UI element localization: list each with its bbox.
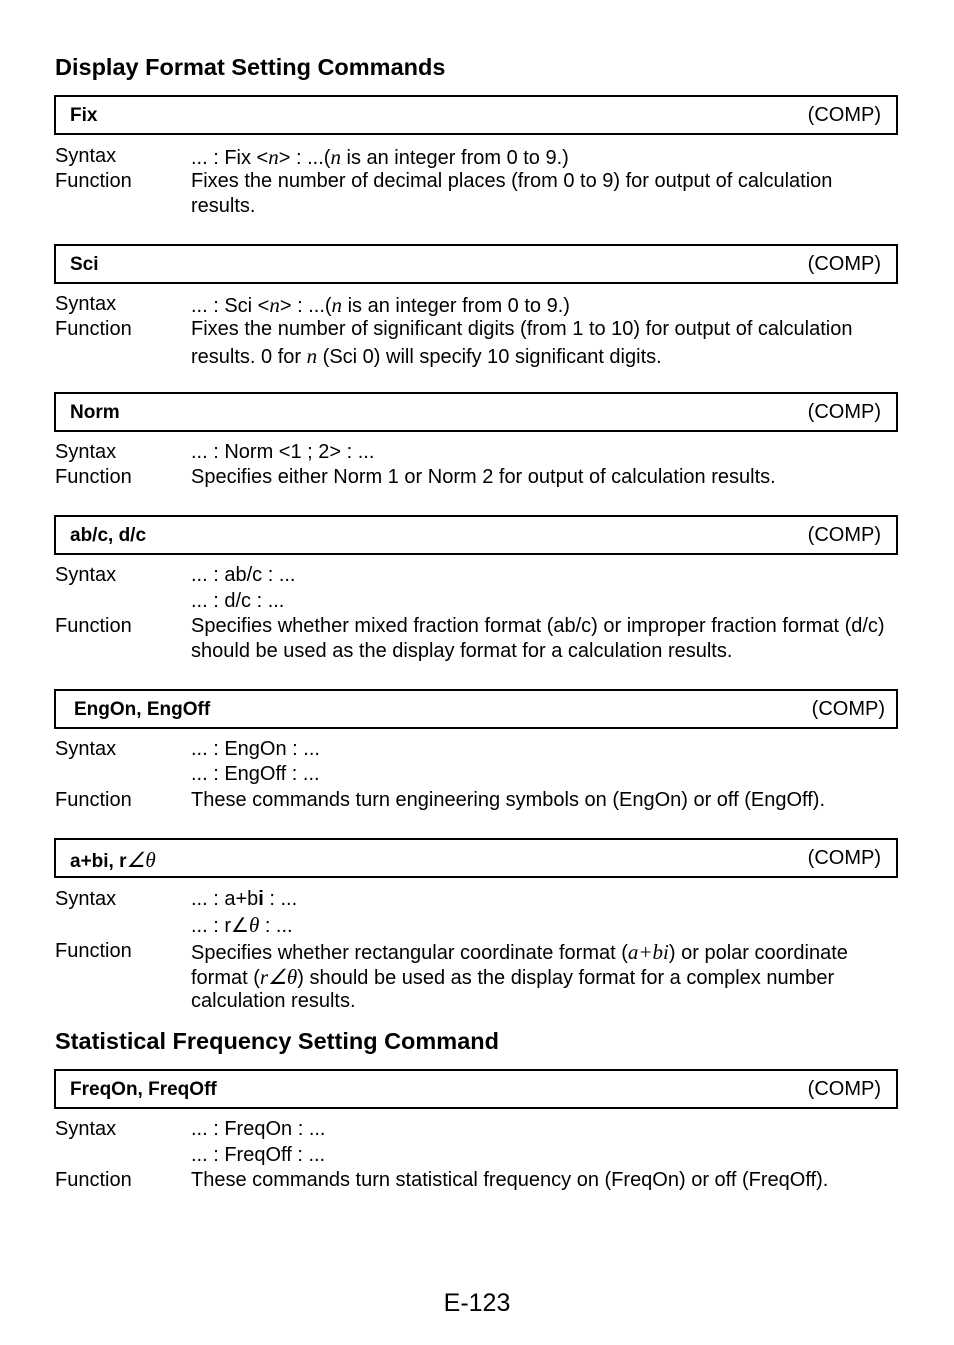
function-label: Function: [55, 940, 132, 962]
syntax-text: ... : EngOn : ...: [191, 738, 320, 760]
syntax-text: ... : EngOff : ...: [191, 763, 320, 785]
function-text: results.: [191, 195, 256, 217]
function-label: Function: [55, 318, 132, 340]
function-text: format (r∠θ) should be used as the display format for a complex number: [191, 965, 835, 989]
mode-label: (COMP): [807, 401, 881, 423]
mode-label: (COMP): [811, 698, 885, 720]
section-heading-display: Display Format Setting Commands: [55, 54, 446, 80]
function-label: Function: [55, 789, 132, 811]
command-box-eng: [54, 689, 898, 729]
mode-label: (COMP): [807, 524, 881, 546]
command-name: Norm: [70, 402, 120, 423]
section-heading-statistical: Statistical Frequency Setting Command: [55, 1028, 499, 1054]
command-name: ab/c, d/c: [70, 525, 147, 546]
syntax-text: ... : Fix <n> : ...(n is an integer from 0 to 9.): [191, 145, 569, 169]
mode-label: (COMP): [807, 1078, 881, 1100]
page-number: E-123: [443, 1289, 511, 1317]
command-box-sci: [54, 244, 898, 284]
function-text: results. 0 for n (Sci 0) will specify 10 significant digits.: [191, 344, 662, 368]
syntax-text: ... : a+bi : ...: [191, 888, 298, 910]
command-name: Sci: [70, 254, 99, 275]
command-name: FreqOn, FreqOff: [70, 1079, 217, 1100]
syntax-text: ... : Sci <n> : ...(n is an integer from 0 to 9.): [191, 293, 570, 317]
function-text: Specifies whether mixed fraction format (ab/c) or improper fraction format (d/c): [191, 615, 885, 637]
syntax-text: ... : Norm <1 ; 2> : ...: [191, 441, 375, 463]
function-text: Fixes the number of significant digits (from 1 to 10) for output of calculation: [191, 318, 853, 340]
function-label: Function: [55, 466, 132, 488]
function-text: These commands turn engineering symbols on (EngOn) or off (EngOff).: [191, 789, 826, 811]
mode-label: (COMP): [807, 253, 881, 275]
function-text: should be used as the display format for a calculation results.: [191, 640, 733, 662]
syntax-label: Syntax: [55, 564, 117, 586]
command-name: Fix: [70, 105, 98, 126]
command-name: a+bi, r∠θ: [70, 848, 156, 872]
function-label: Function: [55, 615, 132, 637]
syntax-label: Syntax: [55, 145, 117, 167]
command-box-fix: [54, 95, 898, 135]
command-box-fraction: [54, 515, 898, 555]
function-label: Function: [55, 170, 132, 192]
syntax-label: Syntax: [55, 888, 117, 910]
function-label: Function: [55, 1169, 132, 1191]
command-box-complex: [54, 838, 898, 878]
function-text: Specifies whether rectangular coordinate format (a+bi) or polar coordinate: [191, 940, 848, 964]
command-box-freq: [54, 1069, 898, 1109]
syntax-label: Syntax: [55, 738, 117, 760]
syntax-label: Syntax: [55, 1118, 117, 1140]
syntax-text: ... : r∠θ : ...: [191, 913, 293, 937]
syntax-text: ... : FreqOff : ...: [191, 1144, 326, 1166]
mode-label: (COMP): [807, 847, 881, 869]
function-text: Specifies either Norm 1 or Norm 2 for output of calculation results.: [191, 466, 776, 488]
syntax-text: ... : ab/c : ...: [191, 564, 296, 586]
function-text: Fixes the number of decimal places (from 0 to 9) for output of calculation: [191, 170, 833, 192]
syntax-text: ... : FreqOn : ...: [191, 1118, 326, 1140]
syntax-text: ... : d/c : ...: [191, 590, 285, 612]
command-name: EngOn, EngOff: [74, 699, 211, 720]
syntax-label: Syntax: [55, 293, 117, 315]
function-text: calculation results.: [191, 990, 356, 1012]
command-box-norm: [54, 392, 898, 432]
mode-label: (COMP): [807, 104, 881, 126]
function-text: These commands turn statistical frequency on (FreqOn) or off (FreqOff).: [191, 1169, 829, 1191]
syntax-label: Syntax: [55, 441, 117, 463]
